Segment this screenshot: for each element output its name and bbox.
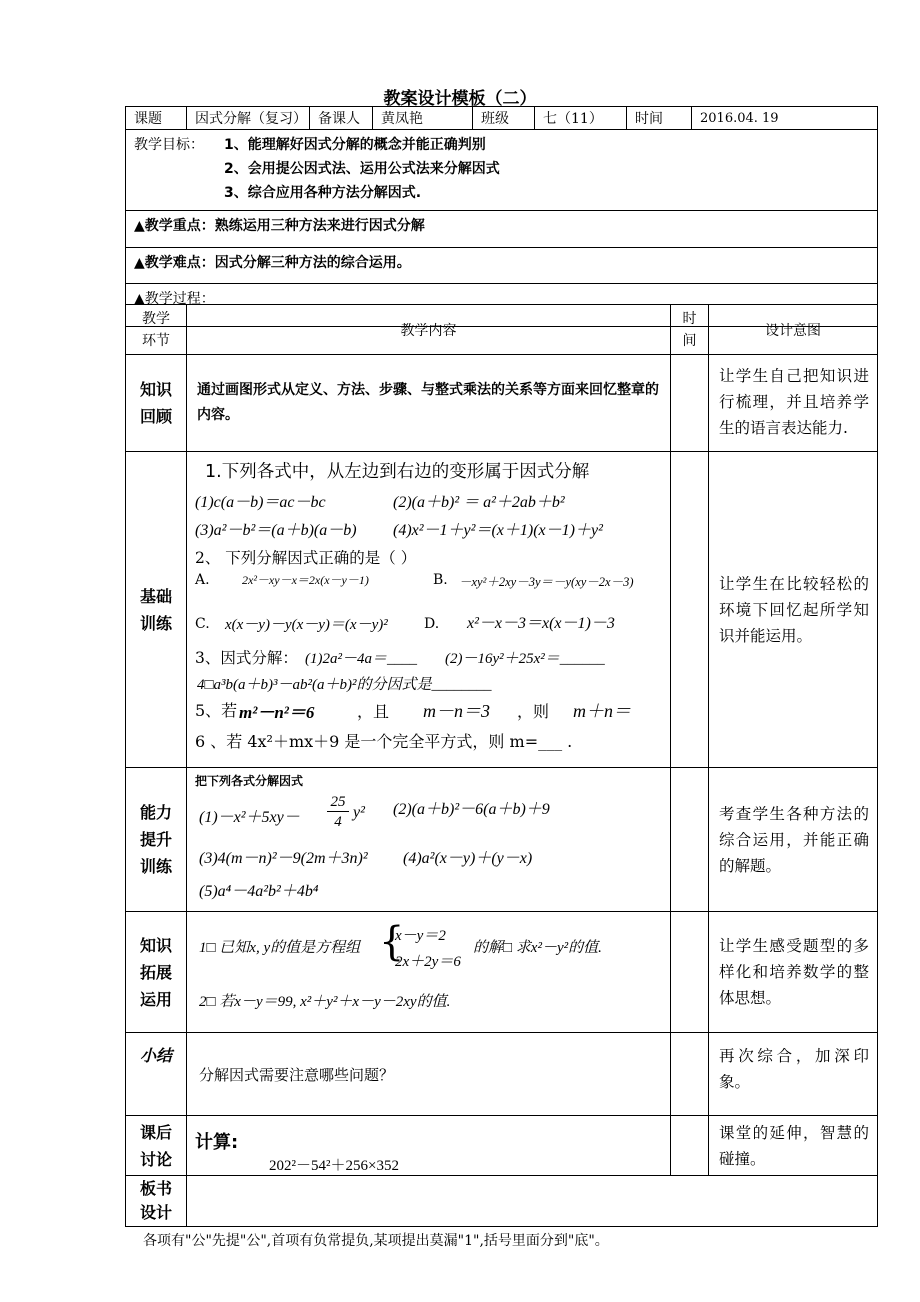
key-point: ▲教学重点：熟练运用三种方法来进行因式分解 (126, 211, 878, 248)
summary-intent: 再次综合，加深印象。 (709, 1033, 878, 1116)
discussion-intent: 课堂的延伸，智慧的碰撞。 (709, 1116, 878, 1176)
ability-expr-3: (3)4(m－n)²－9(2m＋3n)² (199, 850, 368, 867)
time-cell (671, 1033, 709, 1116)
preparer-value: 黄凤艳 (373, 107, 473, 130)
time-cell (671, 768, 709, 912)
time-cell (671, 1116, 709, 1176)
col-content: 教学内容 (187, 305, 671, 355)
section-board (126, 1176, 878, 1227)
q6-text: 6 、若 4x²＋mx＋9 是一个完全平方式，则 m=___ . (195, 732, 573, 751)
q1-option-2: (2)(a＋b)² ＝ a²＋2ab＋b² (393, 494, 565, 511)
q2-text: 2、 下列分解因式正确的是（ ） (195, 549, 417, 567)
discussion-content (187, 1116, 671, 1176)
ability-heading: 把下列各式分解因式 (195, 774, 304, 788)
review-intent: 让学生自己把知识进行梳理，并且培养学生的语言表达能力. (709, 355, 878, 452)
process-table (125, 304, 878, 1227)
goal-1: 1、能理解好因式分解的概念并能正确判别 (224, 137, 486, 153)
time-label: 时间 (627, 107, 692, 130)
basic-intent: 让学生在比较轻松的环境下回忆起所学知识并能运用。 (709, 452, 878, 768)
ability-expr-1-numerator: 25 (327, 794, 349, 812)
lesson-plan-table (125, 106, 878, 327)
q2-b-expr: －xy²＋2xy－3y＝－y(xy－2x－3) (459, 575, 634, 589)
col-intent: 设计意图 (709, 305, 878, 355)
topic-label: 课题 (126, 107, 187, 130)
section-name: 知识回顾 (126, 355, 187, 452)
section-discussion (126, 1116, 878, 1176)
discussion-expr: 202²－54²＋256×352 (269, 1158, 399, 1174)
q3-b: (2)－16y²＋25x²＝______ (445, 651, 605, 667)
q2-d-expr: x²－x－3＝x(x－1)－3 (467, 615, 615, 632)
time-cell (671, 355, 709, 452)
section-name: 板书设计 (126, 1176, 187, 1227)
discussion-heading: 计算: (195, 1132, 239, 1153)
q3-label: 3、因式分解： (195, 649, 298, 667)
section-review (126, 355, 878, 452)
extension-problem-1-post: 的解□ 求x²－y²的值. (473, 940, 602, 956)
q1-option-1: (1)c(a－b)＝ac－bc (195, 494, 326, 511)
extension-intent: 让学生感受题型的多样化和培养数学的整体思想。 (709, 912, 878, 1033)
topic-value: 因式分解（复习） (187, 107, 310, 130)
q2-c-label: C. (195, 616, 210, 632)
review-content: 通过画图形式从定义、方法、步骤、与整式乘法的关系等方面来回忆整章的内容。 (187, 355, 671, 452)
ability-expr-1-post: y² (353, 804, 365, 821)
ability-expr-4: (4)a²(x－y)＋(y－x) (403, 850, 533, 867)
goal-2: 2、会用提公因式法、运用公式法来分解因式 (224, 161, 500, 177)
q2-a-expr: 2x²－xy－x＝2x(x－y－1) (242, 573, 369, 587)
board-content (187, 1176, 878, 1227)
section-name: 能力提升训练 (126, 768, 187, 912)
q5-expr-2: m－n＝3 (423, 701, 490, 721)
q1-option-4: (4)x²－1＋y²＝(x＋1)(x－1)＋y² (393, 522, 603, 539)
goal-3: 3、综合应用各种方法分解因式. (224, 185, 422, 201)
page-title: 教案设计模板（二） (383, 89, 537, 109)
section-ability (126, 768, 878, 912)
q5-expr-3: m＋n＝ (573, 701, 631, 721)
section-summary (126, 1033, 878, 1116)
header-row (126, 107, 878, 130)
extension-equation-1: x－y＝2 (395, 928, 446, 944)
q2-d-label: D. (424, 616, 440, 632)
extension-equation-2: 2x＋2y＝6 (395, 954, 461, 970)
time-cell (671, 912, 709, 1033)
section-basic (126, 452, 878, 768)
ability-content (187, 768, 671, 912)
q2-b-label: B. (433, 572, 448, 588)
extension-content (187, 912, 671, 1033)
section-extension (126, 912, 878, 1033)
basic-content (187, 452, 671, 768)
q3-a: (1)2a²－4a＝____ (305, 651, 417, 667)
ability-expr-5: (5)a⁴－4a²b²＋4b⁴ (199, 883, 319, 900)
summary-content: 分解因式需要注意哪些问题？ (187, 1033, 671, 1116)
q4-text: 4□a³b(a＋b)³－ab²(a＋b)²的分因式是________ (197, 677, 492, 693)
ability-expr-1-pre: (1)－x²＋5xy－ (199, 809, 300, 826)
footer-note: 各项有"公"先提"公",首项有负常提负,某项提出莫漏"1",括号里面分到"底"。 (143, 1233, 609, 1249)
ability-intent: 考查学生各种方法的综合运用，并能正确的解题。 (709, 768, 878, 912)
col-time: 时间 (671, 305, 709, 355)
time-cell (671, 452, 709, 768)
col-section: 教学环节 (126, 305, 187, 355)
q5-then: ，则 (517, 702, 550, 721)
process-label: ▲教学过程： (126, 284, 878, 327)
q2-c-expr: x(x－y)－y(x－y)＝(x－y)² (225, 617, 388, 633)
extension-problem-2: 2□ 若x－y＝99, x²＋y²＋x－y－2xy的值. (199, 994, 451, 1010)
section-name: 小结 (126, 1033, 187, 1116)
ability-expr-1-denominator: 4 (334, 814, 342, 830)
q5-mid: ，且 (357, 702, 390, 721)
q1-text: 1.下列各式中，从左边到右边的变形属于因式分解 (205, 462, 590, 482)
column-header-row (126, 305, 878, 355)
section-name: 基础训练 (126, 452, 187, 768)
class-value: 七（11） (535, 107, 627, 130)
brace-icon: { (379, 919, 405, 965)
class-label: 班级 (473, 107, 535, 130)
section-name: 课后讨论 (126, 1116, 187, 1176)
section-name: 知识拓展运用 (126, 912, 187, 1033)
q1-option-3: (3)a²－b²＝(a＋b)(a－b) (195, 522, 357, 539)
q5-expr-1: m²－n²＝6 (239, 703, 315, 722)
difficulty-point: ▲教学难点：因式分解三种方法的综合运用。 (126, 248, 878, 284)
ability-expr-2: (2)(a＋b)²－6(a＋b)＋9 (393, 801, 550, 818)
teaching-goals (126, 130, 878, 211)
q5-prefix: 5、若 (195, 701, 238, 720)
q2-a-label: A. (195, 572, 210, 588)
goals-label: 教学目标： (134, 137, 204, 153)
preparer-label: 备课人 (310, 107, 373, 130)
extension-problem-1-pre: 1□ 已知x, y的值是方程组 (199, 940, 361, 956)
time-value: 2016.04. 19 (692, 107, 878, 130)
